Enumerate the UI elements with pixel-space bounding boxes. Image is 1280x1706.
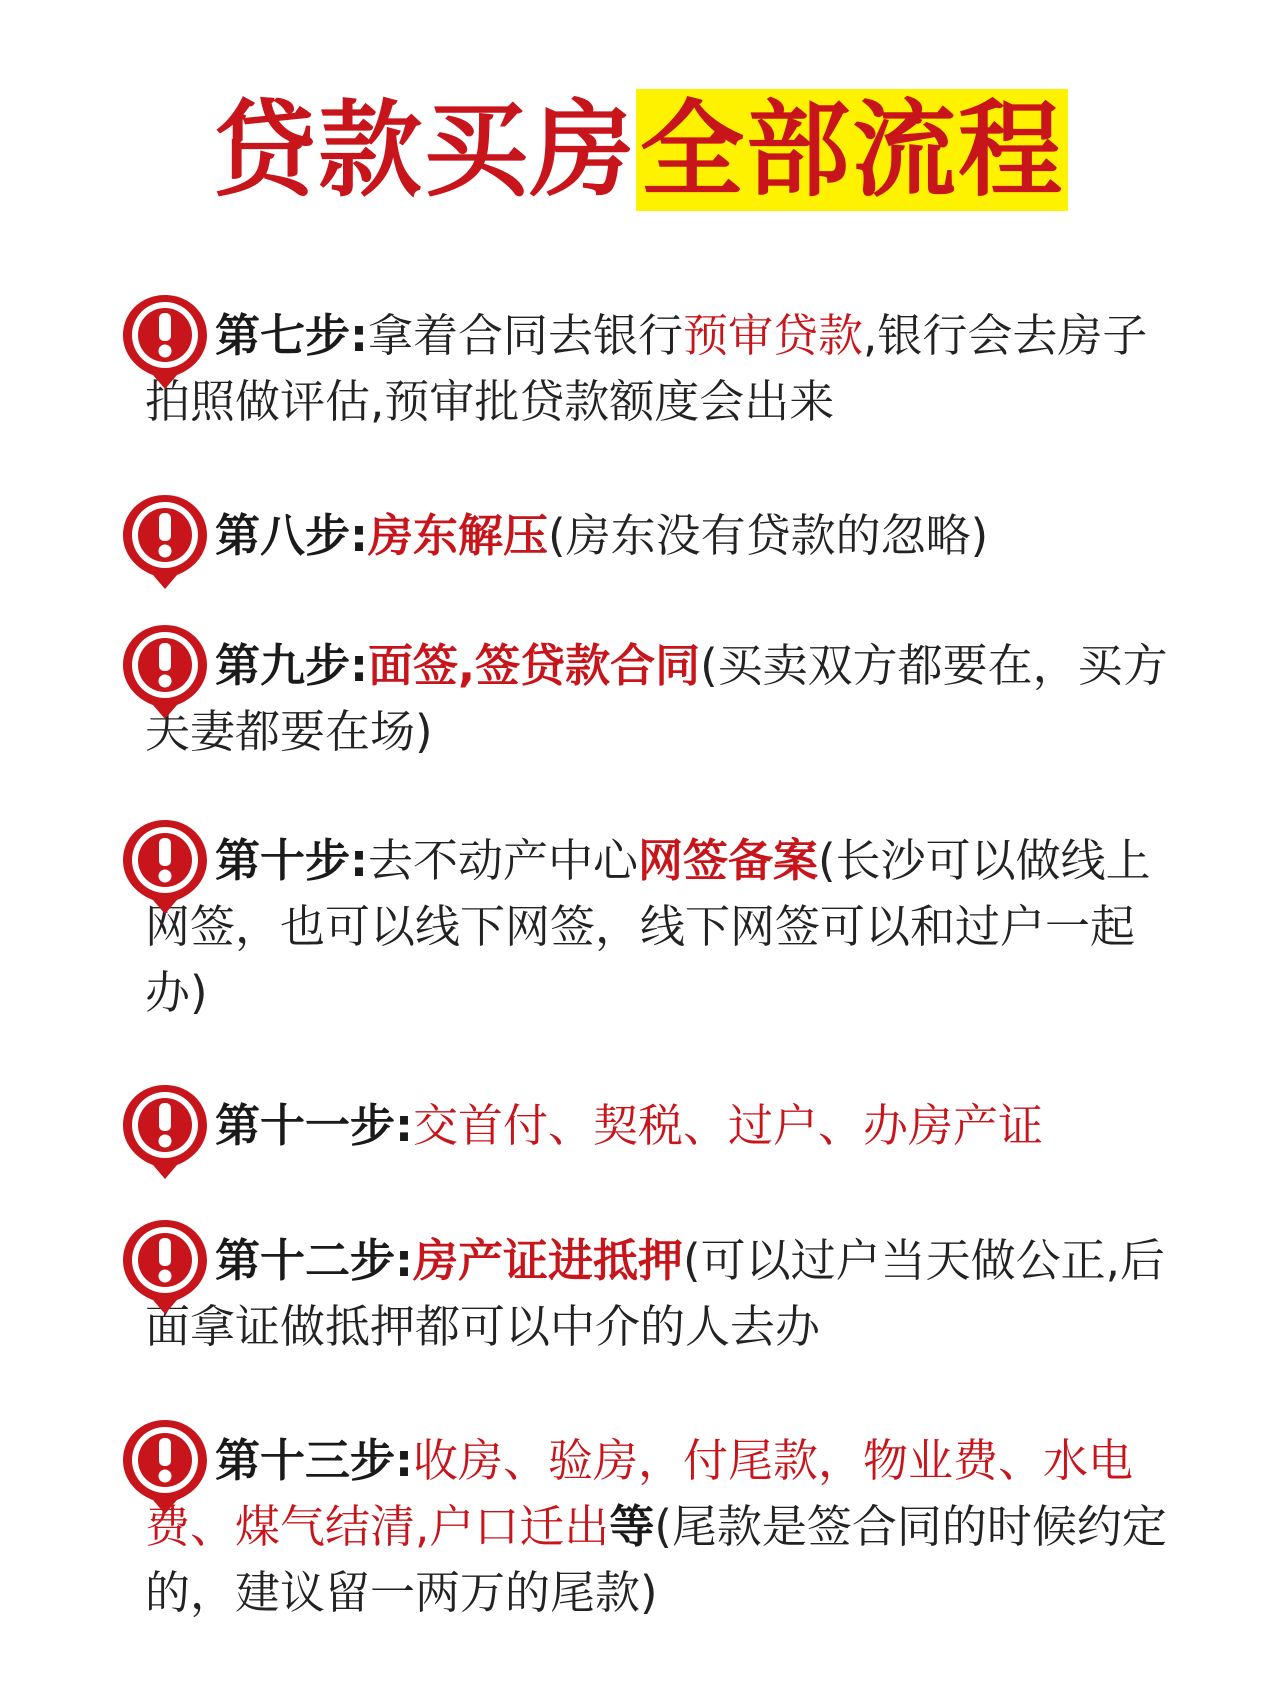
step-text-before: 去不动产中心 xyxy=(368,834,639,887)
step-text-after: (长沙可以做线上网签，也可以线下网签，线下网签可以和过户一起办) xyxy=(145,834,1151,1019)
title-part-1: 贷款买房 xyxy=(211,89,636,211)
step-text-after: (可以过户当天做公正,后面拿证做抵押都可以中介的人去办 xyxy=(145,1234,1165,1353)
exclamation-pin-icon xyxy=(119,491,211,591)
step-label: 第九步: xyxy=(215,639,368,692)
exclamation-pin-icon xyxy=(119,1416,211,1516)
exclamation-pin-icon xyxy=(119,816,211,916)
step-highlight: 房东解压 xyxy=(368,509,549,562)
step-9-text xyxy=(145,633,1190,765)
step-label: 第十步: xyxy=(215,834,368,887)
exclamation-pin-icon xyxy=(119,1081,211,1181)
exclamation-pin-icon xyxy=(119,621,211,721)
step-text-after: (买卖双方都要在，买方夫妻都要在场) xyxy=(145,639,1168,758)
step-12-text xyxy=(145,1228,1190,1360)
step-text-after: ,银行会去房子拍照做评估,预审批贷款额度会出来 xyxy=(145,309,1148,428)
step-12 xyxy=(145,1228,1190,1360)
exclamation-pin-icon xyxy=(119,1216,211,1316)
step-7 xyxy=(145,303,1190,435)
step-13-text xyxy=(145,1428,1190,1626)
step-13 xyxy=(145,1428,1190,1626)
step-highlight: 网签备案 xyxy=(638,834,819,887)
step-highlight: 房产证进抵押 xyxy=(413,1234,684,1287)
step-label: 第十三步: xyxy=(215,1434,413,1487)
step-8-text xyxy=(145,503,1190,569)
step-7-text xyxy=(145,303,1190,435)
step-label: 第八步: xyxy=(215,509,368,562)
step-text-after: (房东没有贷款的忽略) xyxy=(548,509,989,562)
title-part-2-highlighted: 全部流程 xyxy=(636,89,1068,211)
step-text-after: (尾款是签合同的时候约定的，建议留一两万的尾款) xyxy=(145,1500,1167,1619)
step-label: 第七步: xyxy=(215,309,368,362)
step-label: 第十二步: xyxy=(215,1234,413,1287)
step-8 xyxy=(145,503,1190,569)
step-highlight: 面签,签贷款合同 xyxy=(368,639,701,692)
exclamation-pin-icon xyxy=(119,291,211,391)
step-highlight: 交首付、契税、过户、办房产证 xyxy=(413,1099,1044,1152)
step-highlight: 收房、验房，付尾款，物业费、水电费、煤气结清,户口迁出 xyxy=(145,1434,1134,1553)
step-11 xyxy=(145,1093,1190,1159)
step-text-before: 拿着合同去银行 xyxy=(368,309,684,362)
step-9 xyxy=(145,633,1190,765)
step-highlight: 预审贷款 xyxy=(683,309,864,362)
step-10 xyxy=(145,828,1190,1026)
step-11-text xyxy=(145,1093,1190,1159)
step-text-bold: 等 xyxy=(609,1500,655,1553)
step-label: 第十一步: xyxy=(215,1099,413,1152)
page-title xyxy=(0,90,1280,210)
step-10-text xyxy=(145,828,1190,1026)
